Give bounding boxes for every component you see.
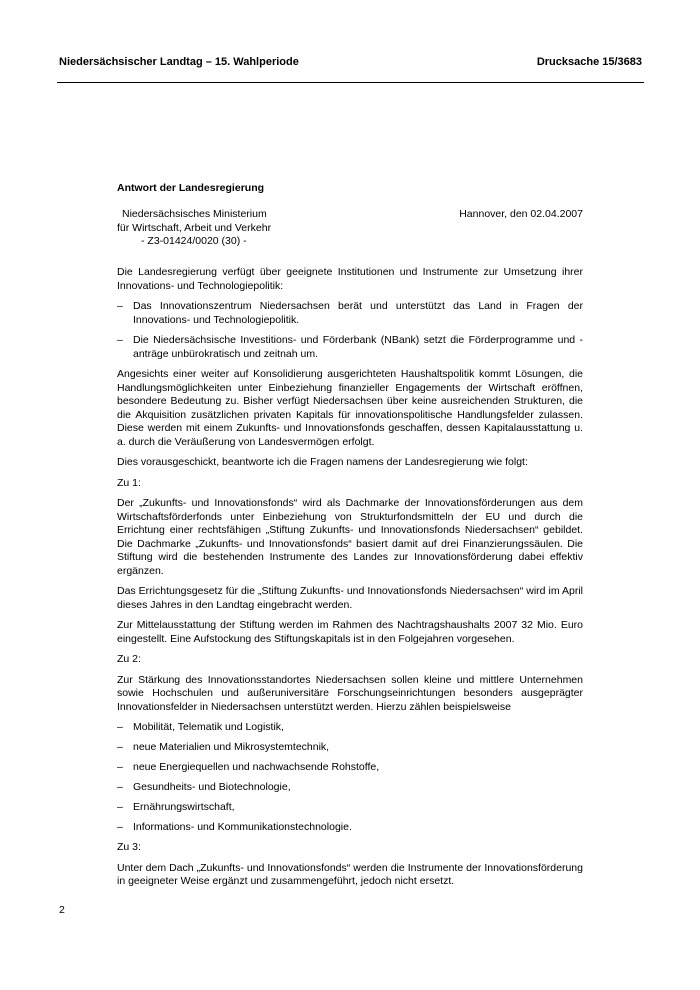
list-item-text: Ernährungswirtschaft,	[133, 801, 235, 813]
intro-paragraph: Die Landesregierung verfügt über geeignete Institutionen und Instrumente zur Umsetzung ihrer Innovations- und Technologiepolitik:	[117, 266, 583, 292]
zu1-paragraph-3: Zur Mittelausstattung der Stiftung werden im Rahmen des Nachtragshaushalts 2007 32 Mio. Euro eingestellt. Eine Aufstockung des Stiftungskapitals ist in den Folgejahren vorgesehen.	[117, 619, 583, 645]
zu1-paragraph-1: Der „Zukunfts- und Innovationsfonds“ wird als Dachmarke der Innovationsförderungen aus dem Wirtschaftsförderfonds unter Einbeziehung von Strukturfondsmitteln der EU und durch die Errichtung einer rechtsfähigen „Stiftung Zukunfts- und Innovationsfonds Niedersachsen“ gebildet. Die Dachmarke „Zukunfts- und Innovationsfonds“ basiert damit auf drei Finanzierungssäulen. Die Stiftung wird die bestehenden Instrumente des Landes zur Innovationsförderung dabei effektiv ergänzen.	[117, 497, 583, 577]
zu3-heading: Zu 3:	[117, 841, 141, 853]
dash-bullet: –	[117, 781, 123, 793]
list-item-text: Mobilität, Telematik und Logistik,	[133, 721, 284, 733]
section-title: Antwort der Landesregierung	[117, 182, 265, 194]
dash-bullet: –	[117, 761, 123, 773]
zu2-paragraph-1: Zur Stärkung des Innovationsstandortes Niedersachsen sollen kleine und mittlere Unternehmen sowie Hochschulen und außeruniversitäre Forschungseinrichtungen besonders ausgeprägter Innovationsfelder in Niedersachsen unterstützt werden. Hierzu zählen beispielsweise	[117, 673, 583, 713]
header-document-number: Drucksache 15/3683	[536, 56, 642, 68]
document-body	[117, 266, 583, 896]
dateline: Hannover, den 02.04.2007	[459, 208, 583, 220]
list-item-text: neue Energiequellen und nachwachsende Rohstoffe,	[133, 761, 380, 773]
ministry-line-1: Niedersächsisches Ministerium	[122, 208, 267, 220]
header-divider	[57, 82, 644, 83]
list-item-text: Gesundheits- und Biotechnologie,	[133, 781, 291, 793]
page-number: 2	[59, 904, 65, 916]
list-item	[117, 334, 583, 361]
ministry-line-2: für Wirtschaft, Arbeit und Verkehr	[117, 221, 272, 234]
list-item	[117, 761, 583, 775]
zu3-paragraph-1: Unter dem Dach „Zukunfts- und Innovationsfonds“ werden die Instrumente der Innovationsförderung in geeigneter Weise ergänzt und zusammengeführt, jedoch nicht ersetzt.	[117, 861, 583, 887]
dash-bullet: –	[117, 300, 123, 312]
list-item-text: Das Innovationszentrum Niedersachsen berät und unterstützt das Land in Fragen der Innovations- und Technologiepolitik.	[133, 300, 583, 326]
list-item	[117, 741, 583, 755]
dash-bullet: –	[117, 741, 123, 753]
zu2-heading: Zu 2:	[117, 653, 141, 665]
list-item-text: Die Niedersächsische Investitions- und Förderbank (NBank) setzt die Förderprogramme und -anträge unbürokratisch und zeitnah um.	[133, 334, 583, 360]
list-item-text: neue Materialien und Mikrosystemtechnik,	[133, 741, 330, 753]
list-item	[117, 721, 583, 735]
consolidation-paragraph: Angesichts einer weiter auf Konsolidierung ausgerichteten Haushaltspolitik kommt Lösungen, die Handlungsmöglichkeiten unter Einbeziehung finanzieller Engagements der Wirtschaft eröffnen, besondere Bedeutung zu. Bisher verfügt Niedersachsen über keine ausreichenden Strukturen, die die Akquisition zusätzlichen privaten Kapitals für innovationspolitische Handlungsfelder zulassen. Diese werden mit einem Zukunfts- und Innovationsfonds geschaffen, dessen Kapitalausstattung u. a. durch die Veräußerung von Landesvermögen erfolgt.	[117, 368, 583, 448]
preface-paragraph: Dies vorausgeschickt, beantworte ich die Fragen namens der Landesregierung wie folgt:	[117, 456, 528, 468]
ministry-block	[117, 208, 271, 249]
ministry-reference: - Z3-01424/0020 (30) -	[141, 235, 247, 247]
zu1-heading: Zu 1:	[117, 476, 141, 489]
list-item-text: Informations- und Kommunikationstechnologie.	[133, 821, 352, 833]
list-item	[117, 781, 583, 795]
list-item	[117, 300, 583, 327]
dash-bullet: –	[117, 801, 123, 813]
list-item	[117, 821, 583, 835]
dash-bullet: –	[117, 721, 123, 733]
header-title: Niedersächsischer Landtag – 15. Wahlperiode	[59, 56, 299, 68]
zu1-paragraph-2: Das Errichtungsgesetz für die „Stiftung Zukunfts- und Innovationsfonds Niedersachsen“ wird im April dieses Jahres in den Landtag eingebracht werden.	[117, 585, 583, 611]
list-item	[117, 801, 583, 815]
dash-bullet: –	[117, 821, 123, 833]
innovation-fields-list	[117, 721, 583, 835]
dash-bullet: –	[117, 334, 123, 346]
